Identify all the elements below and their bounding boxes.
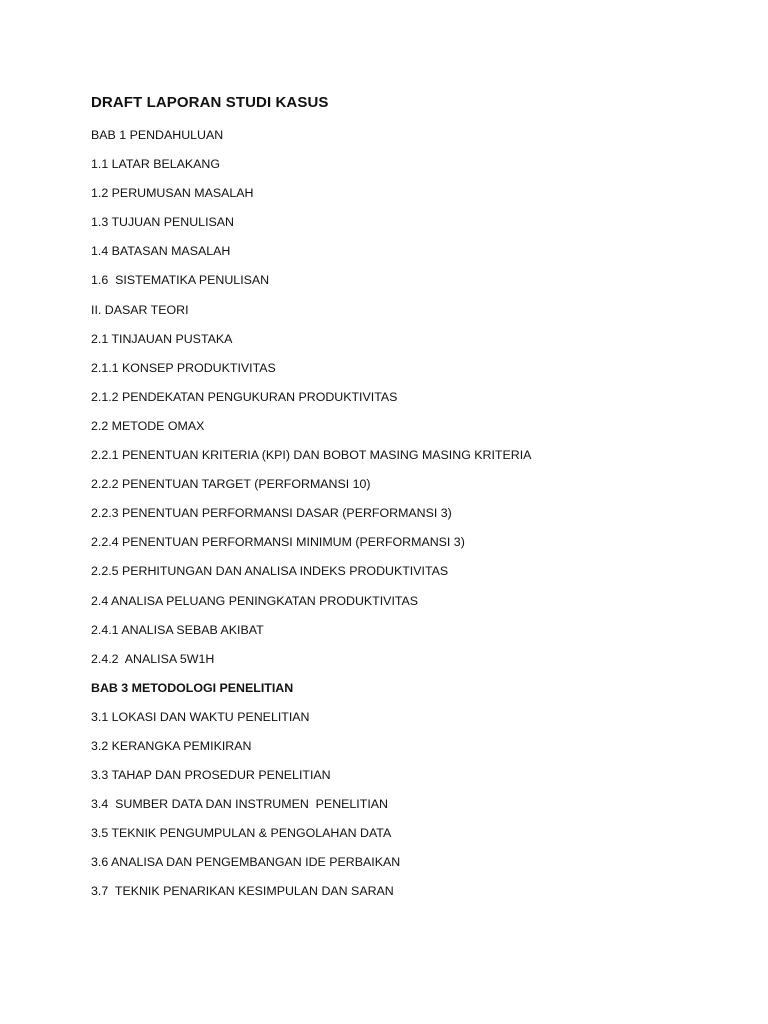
outline-item: 1.1 LATAR BELAKANG bbox=[91, 157, 221, 172]
outline-item: 2.4.2 ANALISA 5W1H bbox=[91, 651, 215, 666]
outline-item: 3.6 ANALISA DAN PENGEMBANGAN IDE PERBAIKAN bbox=[91, 855, 401, 870]
outline-item: 3.4 SUMBER DATA DAN INSTRUMEN PENELITIAN bbox=[91, 797, 388, 812]
outline-item: 2.2.4 PENENTUAN PERFORMANSI MINIMUM (PERFORMANSI 3) bbox=[91, 535, 465, 550]
outline-item: 2.2.3 PENENTUAN PERFORMANSI DASAR (PERFORMANSI 3) bbox=[91, 506, 452, 521]
document-title: DRAFT LAPORAN STUDI KASUS bbox=[91, 94, 329, 111]
outline-item: 2.4.1 ANALISA SEBAB AKIBAT bbox=[91, 622, 264, 637]
outline-item: 1.4 BATASAN MASALAH bbox=[91, 244, 231, 259]
outline-item: 3.5 TEKNIK PENGUMPULAN & PENGOLAHAN DATA bbox=[91, 826, 392, 841]
outline-item: 2.2.5 PERHITUNGAN DAN ANALISA INDEKS PRODUKTIVITAS bbox=[91, 564, 449, 579]
outline-item: 2.2.2 PENENTUAN TARGET (PERFORMANSI 10) bbox=[91, 477, 371, 492]
outline-item: II. DASAR TEORI bbox=[91, 302, 189, 317]
outline-item: 2.2.1 PENENTUAN KRITERIA (KPI) DAN BOBOT MASING MASING KRITERIA bbox=[91, 448, 532, 463]
outline-list bbox=[91, 127, 531, 913]
outline-item: 2.4 ANALISA PELUANG PENINGKATAN PRODUKTIVITAS bbox=[91, 593, 419, 608]
outline-item: 2.2 METODE OMAX bbox=[91, 418, 205, 433]
outline-item: 1.2 PERUMUSAN MASALAH bbox=[91, 186, 254, 201]
outline-item: 1.6 SISTEMATIKA PENULISAN bbox=[91, 273, 270, 288]
outline-item: 3.7 TEKNIK PENARIKAN KESIMPULAN DAN SARAN bbox=[91, 884, 394, 899]
outline-heading: BAB 3 METODOLOGI PENELITIAN bbox=[91, 680, 294, 695]
outline-item: 2.1.1 KONSEP PRODUKTIVITAS bbox=[91, 360, 276, 375]
outline-item: 3.1 LOKASI DAN WAKTU PENELITIAN bbox=[91, 709, 310, 724]
outline-item: BAB 1 PENDAHULUAN bbox=[91, 128, 224, 142]
outline-item: 3.2 KERANGKA PEMIKIRAN bbox=[91, 738, 252, 753]
outline-item: 1.3 TUJUAN PENULISAN bbox=[91, 215, 234, 230]
outline-item: 3.3 TAHAP DAN PROSEDUR PENELITIAN bbox=[91, 768, 331, 783]
outline-item: 2.1 TINJAUAN PUSTAKA bbox=[91, 331, 233, 346]
outline-item: 2.1.2 PENDEKATAN PENGUKURAN PRODUKTIVITAS bbox=[91, 389, 398, 404]
